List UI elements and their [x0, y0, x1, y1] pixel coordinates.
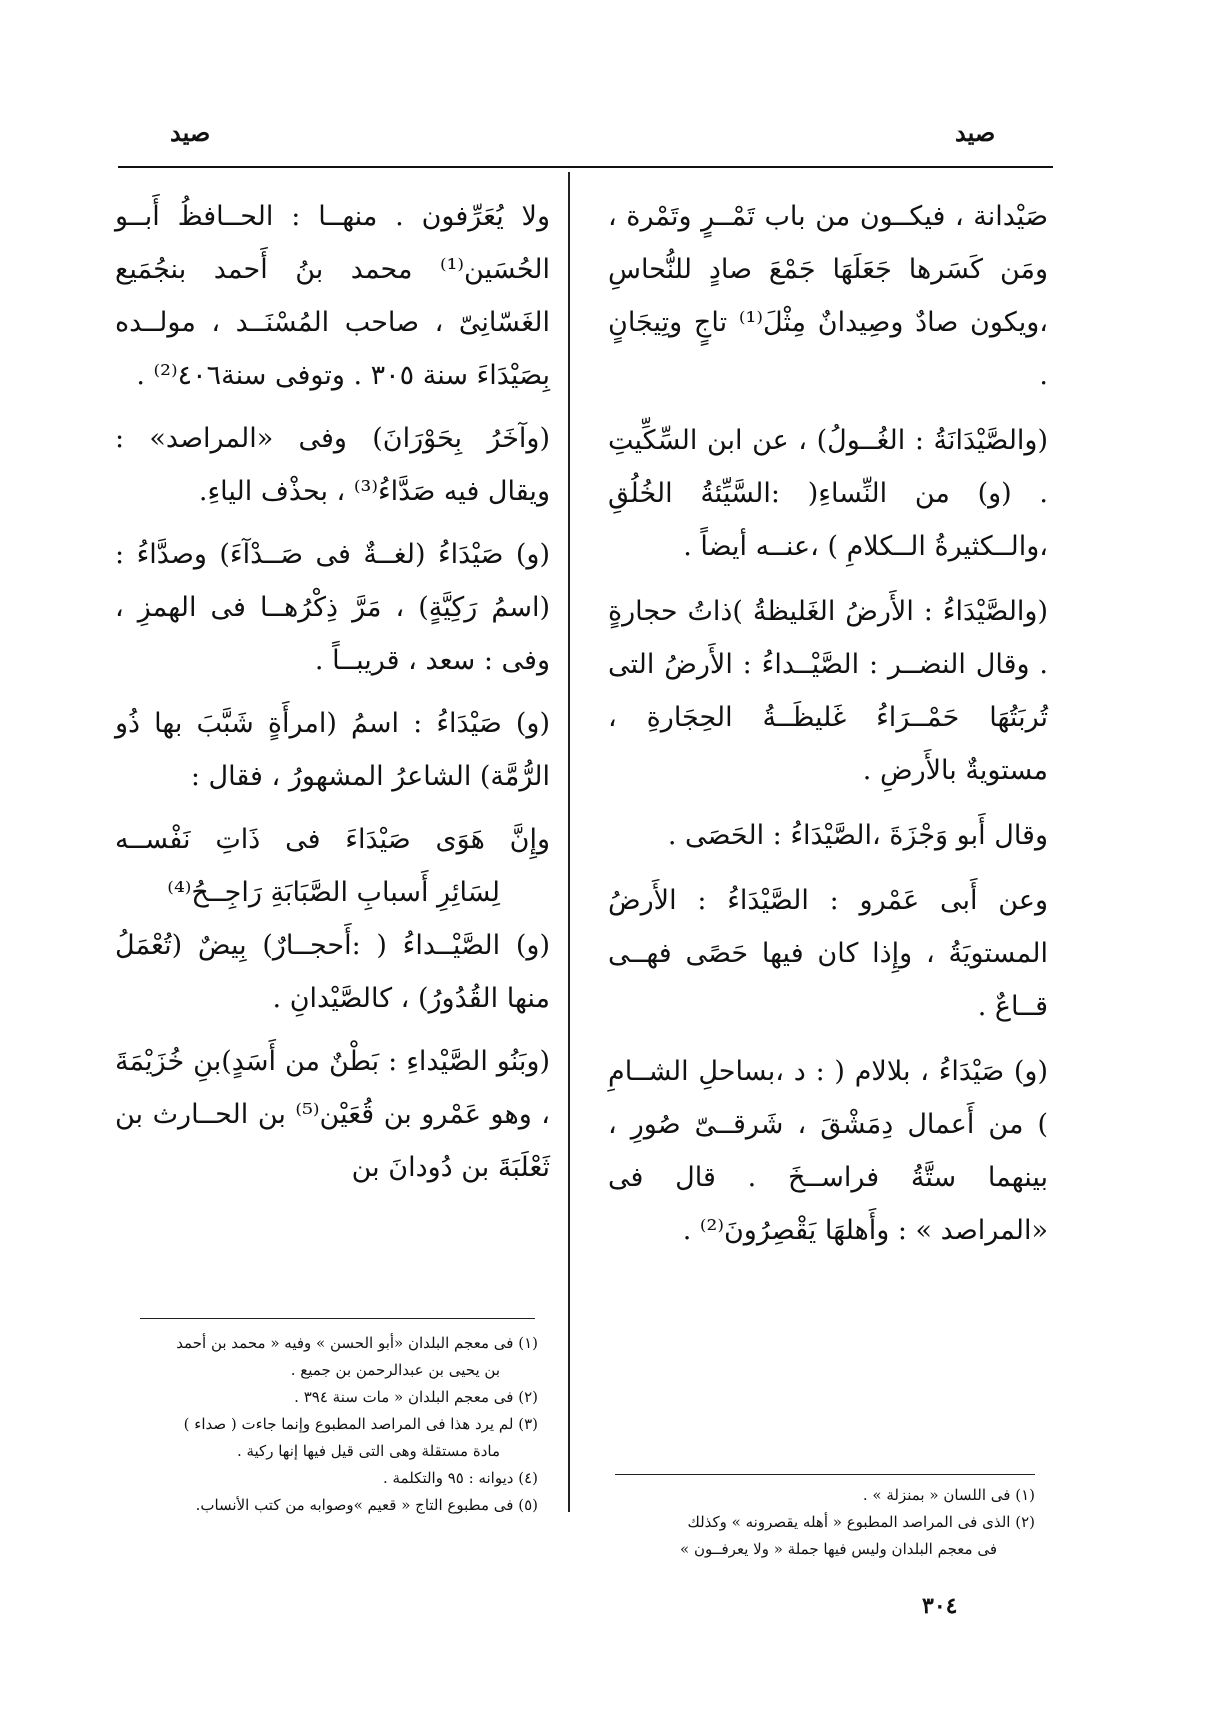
footnote-rule: [615, 1474, 1035, 1475]
footnote-text: فى اللسان « بمنزلة » .: [862, 1486, 1011, 1504]
paragraph: (و) صَيْدَاءُ ، بلالام ( : د ،بساحلِ الشــامِ ) من أَعمال دِمَشْقَ ، شَرقــىّ صُورِ ، بينهما ستَّةُ فراســخَ . قال فى «المراصد » : وأَهلهَا يَقْصِرُونَ⁽²⁾ .: [608, 1056, 1048, 1246]
footnote-text: فى مطبوع التاج « قعيم »وصوابه من كتب الأنساب.: [195, 1496, 514, 1514]
footnote-text: ديوانه : ٩٥ والتكلمة .: [382, 1469, 514, 1487]
right-column: [608, 190, 1048, 1269]
footnote-text: الذى فى المراصد المطبوع « أهله يقصرونه » وكذلك: [687, 1513, 1011, 1531]
footnote: [118, 1465, 538, 1492]
footnote-text: فى معجم البلدان « مات سنة ٣٩٤ .: [294, 1388, 514, 1406]
page-number: ٣٠٤: [922, 1593, 958, 1619]
running-header-left: صيد: [170, 118, 211, 147]
footnote: [595, 1509, 1035, 1536]
paragraph: (وآخَرُ بِحَوْرَانَ) وفى «المراصد» : ويقال فيه صَدَّاءُ⁽³⁾ ، بحذْف الياءِ.: [115, 423, 550, 507]
paragraph: ولا يُعَرِّفون . منهــا : الحــافظُ أَبــو الحُسَين⁽¹⁾ محمد بنُ أَحمد بنجُمَيع الغَسّانِىّ ، صاحب المُسْنَــد ، مولــده بِصَيْدَاءَ سنة ٣٠٥ . وتوفى سنة٤٠٦⁽²⁾ .: [115, 201, 550, 391]
paragraph: وعن أَبى عَمْرو : الصَّيْدَاءُ : الأَرضُ المستويَةُ ، وإِذا كان فيها حَصًى فهــى قــاعٌ .: [608, 885, 1048, 1022]
footnote-number: (١): [518, 1334, 538, 1352]
footnote-continuation: مادة مستقلة وهى التى قيل فيها إنها ركية .: [236, 1442, 500, 1460]
left-column: [115, 190, 550, 1204]
paragraph: (و) صَيْدَاءُ : اسمُ (امرأَةٍ شَبَّبَ بها ذُو الرُّمَّة) الشاعرُ المشهورُ ، فقال :: [115, 708, 550, 792]
footnote-text: فى معجم البلدان «أبو الحسن » وفيه « محمد بن أحمد: [176, 1334, 514, 1352]
footnote-number: (٥): [518, 1496, 538, 1514]
paragraph: (و) صَيْدَاءُ (لغــةٌ فى صَــدْآءَ) وصدَّاءُ : (اسمُ رَكِيَّةٍ) ، مَرَّ ذِكْرُهــا فى الهمزِ ، وفى : سعد ، قريبــاً .: [115, 539, 550, 676]
footnote: [118, 1330, 538, 1357]
footnote: [595, 1482, 1035, 1509]
header-rule: [118, 166, 1053, 168]
footnote: [118, 1492, 538, 1519]
paragraph: (والصَّيْدَانَةُ : الغُــولُ) ، عن ابن السِّكِّيتِ . (و) من النِّساءِ( :السَّيِّئةُ الخُلُقِ ،والــكثيرةُ الــكلامِ ) ،عنــه أيضاً .: [608, 425, 1048, 562]
paragraph: وقال أَبو وَجْزَةَ ،الصَّيْدَاءُ : الحَصَى .: [667, 820, 1048, 851]
footnote-number: (٣): [518, 1415, 538, 1433]
footnote-text: لم يرد هذا فى المراصد المطبوع وإنما جاءت ( صداء ): [183, 1415, 514, 1433]
footnotes-left: [118, 1330, 538, 1519]
paragraph: (وبَنُو الصَّيْداءِ : بَطْنٌ من أَسَدٍ)بنِ خُزَيْمَةَ ، وهو عَمْرو بن قُعَيْن⁽⁵⁾ بن الحــارث بن ثَعْلَبَةَ بن دُودانَ بن: [115, 1046, 550, 1183]
poem-line: وإِنَّ هَوَى صَيْدَاءَ فى ذَاتِ نَفْســه: [115, 824, 550, 855]
footnote-number: (٤): [518, 1469, 538, 1487]
footnote-continuation: فى معجم البلدان وليس فيها جملة « ولا يعرفــون »: [680, 1540, 997, 1558]
paragraph: (و) الصَّيْــداءُ ( :أَحجــارٌ) بِيضٌ (تُعْمَلُ منها القُدُورُ) ، كالصَّيْدانِ .: [115, 930, 550, 1014]
poem-line: لِسَائِرِ أَسبابِ الصَّبَابَةِ رَاجِــحُ⁽⁴⁾: [167, 877, 500, 908]
paragraph: (والصَّيْدَاءُ : الأَرضُ الغَليظةُ )ذاتُ حجارةٍ . وقال النضــر : الصَّيْــداءُ : الأَرضُ التى تُربَتُهَا حَمْــرَاءُ غَليظَــةُ الحِجَارةِ ، مستويةٌ بالأَرضِ .: [608, 596, 1048, 786]
footnote: [118, 1384, 538, 1411]
footnote-continuation: بن يحيى بن عبدالرحمن بن جميع .: [290, 1361, 500, 1379]
footnote-number: (٢): [1015, 1513, 1035, 1531]
running-header-right: صيد: [955, 118, 996, 147]
footnotes-right: [595, 1482, 1035, 1563]
paragraph: صَيْدانة ، فيكــون من باب تَمْــرٍ وتَمْرة ، ومَن كَسَرها جَعَلَهَا جَمْعَ صادٍ للنُّحاسِ ،ويكون صادٌ وصِيدانٌ مِثْلَ⁽¹⁾ تاجٍ وتِيجَانٍ .: [608, 201, 1048, 391]
footnote-number: (٢): [518, 1388, 538, 1406]
footnote-rule: [140, 1318, 535, 1319]
footnote: [118, 1411, 538, 1438]
footnote-number: (١): [1015, 1486, 1035, 1504]
column-divider: [568, 172, 570, 1512]
